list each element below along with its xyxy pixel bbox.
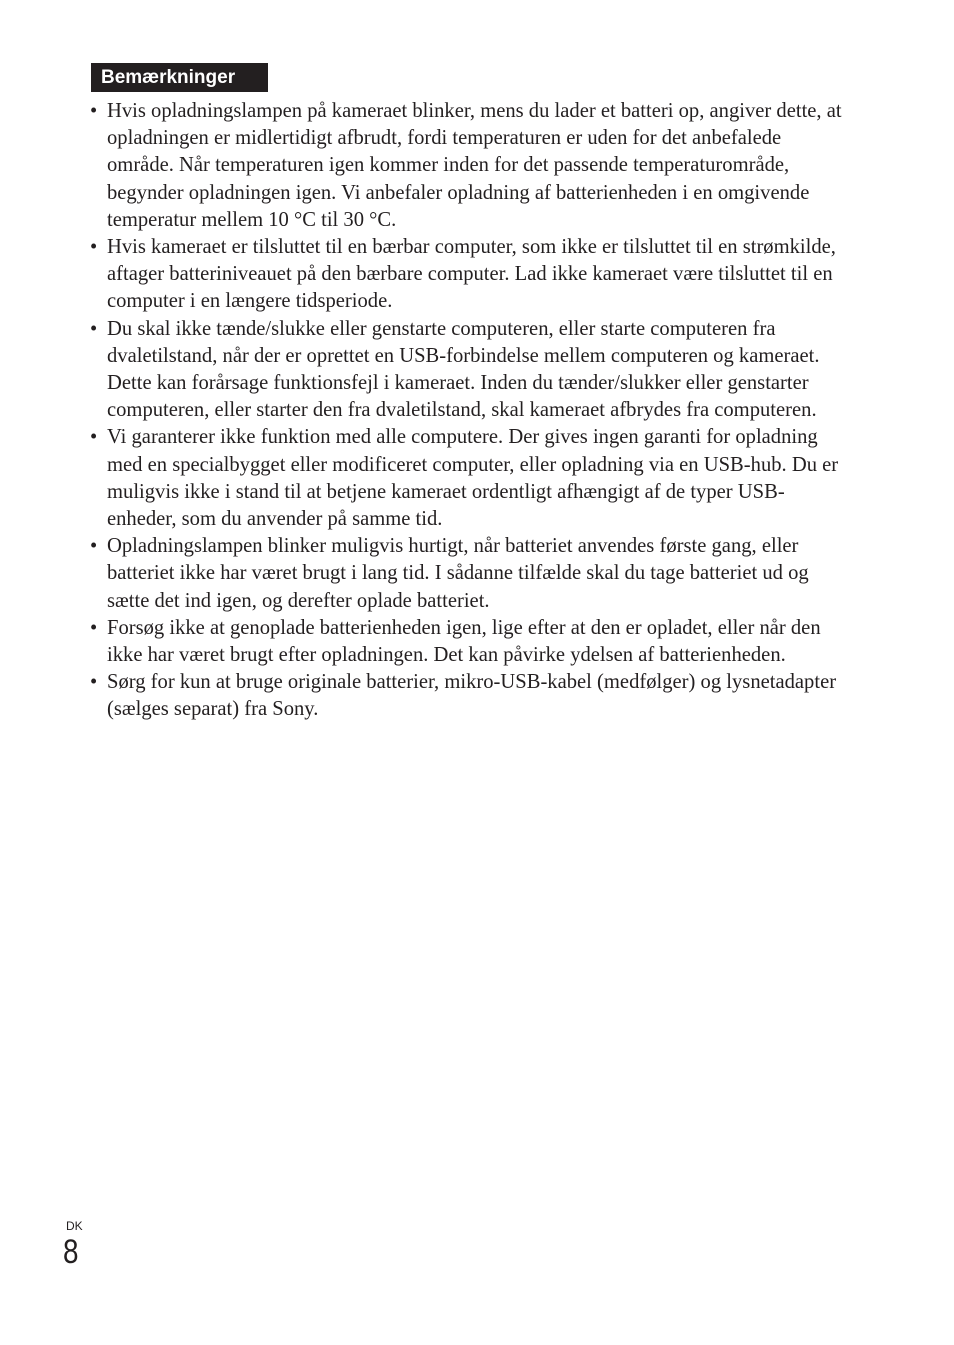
bullet-icon: • xyxy=(90,426,98,449)
bullet-icon: • xyxy=(90,671,98,694)
list-item xyxy=(90,424,850,533)
list-item xyxy=(90,533,850,615)
list-item-text: Forsøg ikke at genoplade batterienheden igen, lige efter at den er opladet, eller når den ikke har været brugt efter opladningen. Det kan påvirke ydelsen af batterienheden. xyxy=(107,616,821,667)
notes-list xyxy=(90,98,850,724)
list-item-text: Vi garanterer ikke funktion med alle computere. Der gives ingen garanti for opladning med en specialbygget eller modificeret computer, eller opladning via en USB-hub. Du er muligvis ikke i stand til at betjene kameraet ordentligt afhængigt af de typer USB-enheder, som du anvender på samme tid. xyxy=(107,426,839,531)
bullet-icon: • xyxy=(90,317,98,340)
bullet-icon: • xyxy=(90,616,98,639)
list-item-text: Opladningslampen blinker muligvis hurtigt, når batteriet anvendes første gang, eller batteriet ikke har været brugt i lang tid. I sådanne tilfælde skal du tage batteriet ud og sætte det ind igen, og derefter oplade batteriet. xyxy=(107,535,809,612)
bullet-icon: • xyxy=(90,236,98,259)
list-item-text: Du skal ikke tænde/slukke eller genstarte computeren, eller starte computeren fra dvaletilstand, når der er oprettet en USB-forbindelse mellem computeren og kameraet. Dette kan forårsage funktionsfejl i kameraet. Inden du tænder/slukker eller genstarter computeren, eller starter den fra dvaletilstand, skal kameraet afbrydes fra computeren. xyxy=(107,317,820,422)
page-language-code: DK xyxy=(66,1219,83,1233)
list-item xyxy=(90,98,850,234)
bullet-icon: • xyxy=(90,535,98,558)
list-item xyxy=(90,234,850,316)
list-item xyxy=(90,669,850,723)
list-item-text: Sørg for kun at bruge originale batterier, mikro-USB-kabel (medfølger) og lysnetadapter (sælges separat) fra Sony. xyxy=(107,671,837,721)
notes-heading: Bemærkninger xyxy=(91,63,268,92)
bullet-icon: • xyxy=(90,100,98,122)
list-item xyxy=(90,316,850,425)
list-item xyxy=(90,615,850,669)
list-item-text: Hvis kameraet er tilsluttet til en bærbar computer, som ikke er tilsluttet til en strømkilde, aftager batteriniveauet på den bærbare computer. Lad ikke kameraet være tilsluttet til en computer i en længere tidsperiode. xyxy=(107,236,836,313)
page-number: 8 xyxy=(63,1233,79,1271)
list-item-text: Hvis opladningslampen på kameraet blinker, mens du lader et batteri op, angiver dette, at opladningen er midlertidigt afbrudt, fordi temperaturen er uden for det anbefalede område. Når temperaturen igen kommer inden for det passende temperaturområde, begynder opladningen igen. Vi anbefaler opladning af batterienheden i en omgivende temperatur mellem 10 °C til 30 °C. xyxy=(107,100,842,231)
